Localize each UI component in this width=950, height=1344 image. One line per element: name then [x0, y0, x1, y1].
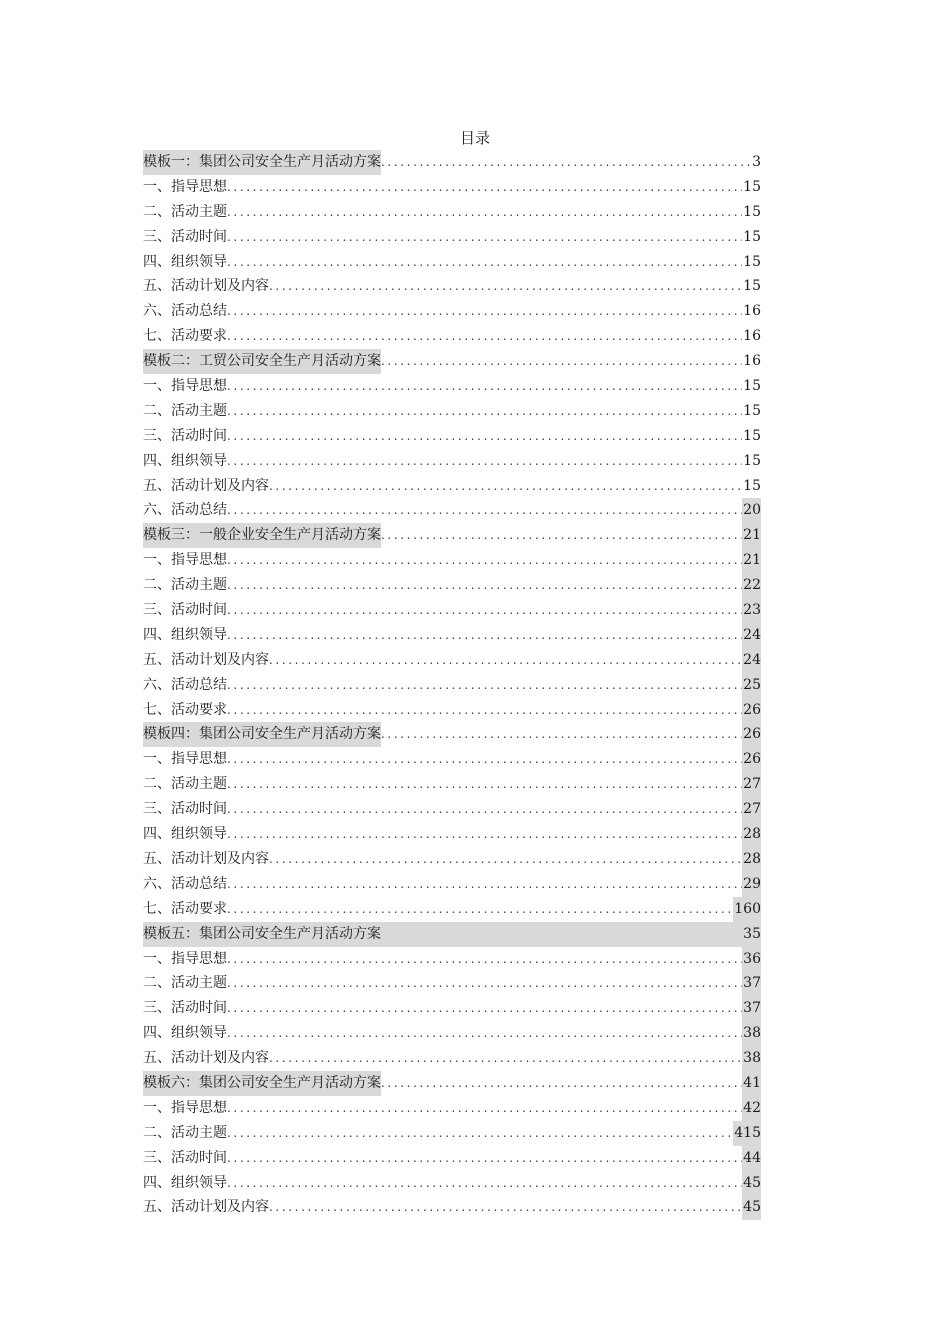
- toc-dot-leader: [227, 772, 742, 797]
- toc-dot-leader: [227, 747, 742, 772]
- toc-entry[interactable]: [143, 274, 761, 299]
- toc-entry-label: 六、活动总结: [143, 502, 227, 519]
- toc-dot-leader: [227, 1121, 733, 1146]
- toc-entry[interactable]: [143, 872, 761, 897]
- toc-dot-leader: [381, 523, 742, 548]
- toc-entry-page-number: 15: [743, 253, 761, 270]
- toc-entry-label: 二、活动主题: [143, 402, 227, 419]
- toc-heading-entry[interactable]: [143, 722, 761, 747]
- toc-entry-page-number: 15: [743, 203, 761, 220]
- toc-entry-label: 模板六：集团公司安全生产月活动方案: [143, 1071, 381, 1096]
- toc-entry-page-number: 16: [743, 353, 761, 370]
- toc-entry-label: 一、指导思想: [143, 1099, 227, 1116]
- toc-dot-leader: [227, 673, 742, 698]
- toc-entry[interactable]: [143, 971, 761, 996]
- toc-dot-leader: [381, 150, 751, 175]
- toc-entry-page-number: 45: [742, 1171, 761, 1196]
- toc-entry[interactable]: [143, 548, 761, 573]
- toc-entry-page-number: 15: [743, 178, 761, 195]
- toc-entry[interactable]: [143, 250, 761, 275]
- toc-dot-leader: [269, 274, 742, 299]
- toc-entry-label: 七、活动要求: [143, 328, 227, 345]
- toc-entry-label: 二、活动主题: [143, 577, 227, 594]
- toc-entry[interactable]: [143, 1121, 761, 1146]
- toc-entry-label: 四、组织领导: [143, 1025, 227, 1042]
- toc-dot-leader: [227, 623, 742, 648]
- toc-dot-leader: [227, 200, 742, 225]
- toc-entry-page-number: 37: [742, 971, 761, 996]
- toc-entry[interactable]: [143, 698, 761, 723]
- toc-entry-label: 四、组织领导: [143, 253, 227, 270]
- toc-entry-label: 模板二：工贸公司安全生产月活动方案: [143, 349, 381, 374]
- toc-entry-page-number: 3: [752, 154, 761, 170]
- toc-entry-page-number: 26: [742, 698, 761, 723]
- toc-entry-label: 三、活动时间: [143, 1149, 227, 1166]
- toc-entry[interactable]: [143, 399, 761, 424]
- toc-entry[interactable]: [143, 374, 761, 399]
- toc-entry-page-number: 41: [742, 1071, 761, 1096]
- toc-dot-leader: [227, 424, 742, 449]
- toc-entry-page-number: 37: [742, 996, 761, 1021]
- toc-entry-page-number: 21: [742, 548, 761, 573]
- toc-entry[interactable]: [143, 1146, 761, 1171]
- toc-entry-page-number: 15: [743, 452, 761, 469]
- toc-entry-page-number: 29: [742, 872, 761, 897]
- toc-entry[interactable]: [143, 897, 761, 922]
- toc-entry[interactable]: [143, 200, 761, 225]
- toc-dot-leader: [269, 847, 742, 872]
- toc-entry-label: 二、活动主题: [143, 776, 227, 793]
- toc-dot-leader: [227, 698, 742, 723]
- toc-entry-label: 七、活动要求: [143, 900, 227, 917]
- toc-heading-entry[interactable]: [143, 150, 761, 175]
- toc-dot-leader: [227, 996, 742, 1021]
- toc-entry-page-number: 26: [742, 747, 761, 772]
- toc-entry-page-number: 24: [742, 623, 761, 648]
- toc-entry-label: 四、组织领导: [143, 452, 227, 469]
- toc-entry-page-number: 15: [743, 402, 761, 419]
- toc-entry[interactable]: [143, 847, 761, 872]
- toc-entry-page-number: 15: [743, 228, 761, 245]
- toc-dot-leader: [227, 498, 742, 523]
- toc-dot-leader: [227, 1171, 742, 1196]
- toc-entry[interactable]: [143, 673, 761, 698]
- toc-list: [143, 150, 761, 1220]
- toc-dot-leader: [227, 374, 742, 399]
- toc-entry-label: 四、组织领导: [143, 1174, 227, 1191]
- toc-entry[interactable]: [143, 648, 761, 673]
- toc-entry[interactable]: [143, 474, 761, 499]
- toc-dot-leader: [227, 947, 742, 972]
- toc-entry-label: 五、活动计划及内容: [143, 850, 269, 867]
- toc-entry-page-number: 44: [742, 1146, 761, 1171]
- toc-entry-label: 一、指导思想: [143, 751, 227, 768]
- toc-dot-leader: [227, 324, 742, 349]
- toc-entry-page-number: 20: [742, 498, 761, 523]
- toc-entry[interactable]: [143, 1195, 761, 1220]
- toc-entry-page-number: 15: [743, 477, 761, 494]
- toc-entry-page-number: 26: [742, 722, 761, 747]
- toc-title: 目录: [459, 129, 490, 147]
- toc-entry-page-number: 415: [733, 1121, 761, 1146]
- toc-entry[interactable]: [143, 747, 761, 772]
- toc-dot-leader: [227, 822, 742, 847]
- toc-dot-leader: [227, 299, 742, 324]
- toc-entry-page-number: 15: [743, 378, 761, 395]
- toc-entry-label: 六、活动总结: [143, 875, 227, 892]
- toc-entry-page-number: 28: [742, 847, 761, 872]
- toc-entry[interactable]: [143, 498, 761, 523]
- toc-dot-leader: [227, 872, 742, 897]
- toc-dot-leader: [269, 474, 742, 499]
- toc-dot-leader: [269, 1046, 742, 1071]
- toc-entry-label: 三、活动时间: [143, 228, 227, 245]
- toc-entry-page-number: 45: [742, 1195, 761, 1220]
- toc-entry[interactable]: [143, 797, 761, 822]
- toc-entry-page-number: 27: [742, 797, 761, 822]
- toc-entry-label: 五、活动计划及内容: [143, 651, 269, 668]
- toc-entry-label: 一、指导思想: [143, 378, 227, 395]
- toc-entry-label: 模板四：集团公司安全生产月活动方案: [143, 722, 381, 747]
- toc-entry[interactable]: [143, 1096, 761, 1121]
- toc-entry-label: 一、指导思想: [143, 950, 227, 967]
- toc-dot-leader: [381, 1071, 742, 1096]
- toc-heading-entry[interactable]: [143, 1071, 761, 1096]
- toc-entry-page-number: 38: [742, 1021, 761, 1046]
- toc-entry-label: 三、活动时间: [143, 427, 227, 444]
- toc-entry-label: 五、活动计划及内容: [143, 278, 269, 295]
- toc-entry[interactable]: [143, 772, 761, 797]
- toc-entry-page-number: 35: [742, 922, 761, 947]
- toc-entry-page-number: 36: [742, 947, 761, 972]
- toc-dot-leader: [227, 399, 742, 424]
- toc-entry[interactable]: [143, 1171, 761, 1196]
- toc-entry-label: 六、活动总结: [143, 676, 227, 693]
- toc-entry-page-number: 27: [742, 772, 761, 797]
- toc-dot-leader: [227, 598, 742, 623]
- toc-dot-leader: [227, 250, 742, 275]
- toc-entry-page-number: 16: [743, 328, 761, 345]
- toc-entry-label: 五、活动计划及内容: [143, 1199, 269, 1216]
- toc-heading-entry[interactable]: [143, 349, 761, 374]
- toc-entry-label: 二、活动主题: [143, 975, 227, 992]
- toc-dot-leader: [269, 1195, 742, 1220]
- toc-heading-entry[interactable]: [143, 922, 761, 947]
- toc-entry[interactable]: [143, 598, 761, 623]
- toc-entry-page-number: 16: [743, 303, 761, 320]
- toc-entry[interactable]: [143, 573, 761, 598]
- toc-entry[interactable]: [143, 424, 761, 449]
- toc-heading-entry[interactable]: [143, 523, 761, 548]
- toc-entry-label: 模板一：集团公司安全生产月活动方案: [143, 150, 381, 175]
- toc-entry[interactable]: [143, 225, 761, 250]
- toc-entry[interactable]: [143, 1046, 761, 1071]
- toc-entry-label: 五、活动计划及内容: [143, 1050, 269, 1067]
- toc-entry-label: 五、活动计划及内容: [143, 477, 269, 494]
- toc-entry-label: 三、活动时间: [143, 1000, 227, 1017]
- toc-dot-leader: [381, 349, 742, 374]
- toc-entry[interactable]: [143, 299, 761, 324]
- toc-dot-leader: [381, 722, 742, 747]
- toc-entry-label: 四、组织领导: [143, 626, 227, 643]
- toc-dot-leader: [227, 449, 742, 474]
- toc-dot-leader: [227, 175, 742, 200]
- toc-entry-label: 二、活动主题: [143, 203, 227, 220]
- toc-entry-page-number: 42: [742, 1096, 761, 1121]
- toc-dot-leader: [227, 573, 742, 598]
- toc-dot-leader: [227, 797, 742, 822]
- toc-dot-leader: [269, 648, 742, 673]
- toc-entry-label: 二、活动主题: [143, 1124, 227, 1141]
- toc-entry[interactable]: [143, 449, 761, 474]
- toc-entry-label: 三、活动时间: [143, 602, 227, 619]
- toc-entry-label: 模板三：一般企业安全生产月活动方案: [143, 523, 381, 548]
- toc-entry-label: 一、指导思想: [143, 178, 227, 195]
- toc-dot-leader: [227, 225, 742, 250]
- toc-entry-label: 七、活动要求: [143, 701, 227, 718]
- toc-entry-page-number: 24: [742, 648, 761, 673]
- toc-entry-page-number: 25: [742, 673, 761, 698]
- toc-entry[interactable]: [143, 324, 761, 349]
- toc-entry-label: 模板五：集团公司安全生产月活动方案: [143, 922, 381, 947]
- toc-entry[interactable]: [143, 822, 761, 847]
- toc-entry-page-number: 160: [733, 897, 761, 922]
- toc-entry-page-number: 38: [742, 1046, 761, 1071]
- toc-dot-leader: [227, 548, 742, 573]
- toc-entry-label: 六、活动总结: [143, 303, 227, 320]
- toc-entry-label: 一、指导思想: [143, 552, 227, 569]
- toc-entry-label: 三、活动时间: [143, 801, 227, 818]
- toc-entry-label: 四、组织领导: [143, 826, 227, 843]
- toc-entry-page-number: 15: [743, 278, 761, 295]
- toc-entry[interactable]: [143, 996, 761, 1021]
- toc-dot-leader: [227, 1021, 742, 1046]
- toc-dot-leader: [227, 1146, 742, 1171]
- toc-entry[interactable]: [143, 623, 761, 648]
- toc-dot-leader: [227, 1096, 742, 1121]
- toc-entry-page-number: 15: [743, 427, 761, 444]
- toc-entry-page-number: 23: [742, 598, 761, 623]
- toc-entry-page-number: 21: [742, 523, 761, 548]
- toc-entry-page-number: 22: [742, 573, 761, 598]
- toc-dot-leader: [227, 897, 733, 922]
- toc-entry[interactable]: [143, 175, 761, 200]
- toc-entry-page-number: 28: [742, 822, 761, 847]
- toc-entry[interactable]: [143, 947, 761, 972]
- toc-dot-leader: [227, 971, 742, 996]
- toc-entry[interactable]: [143, 1021, 761, 1046]
